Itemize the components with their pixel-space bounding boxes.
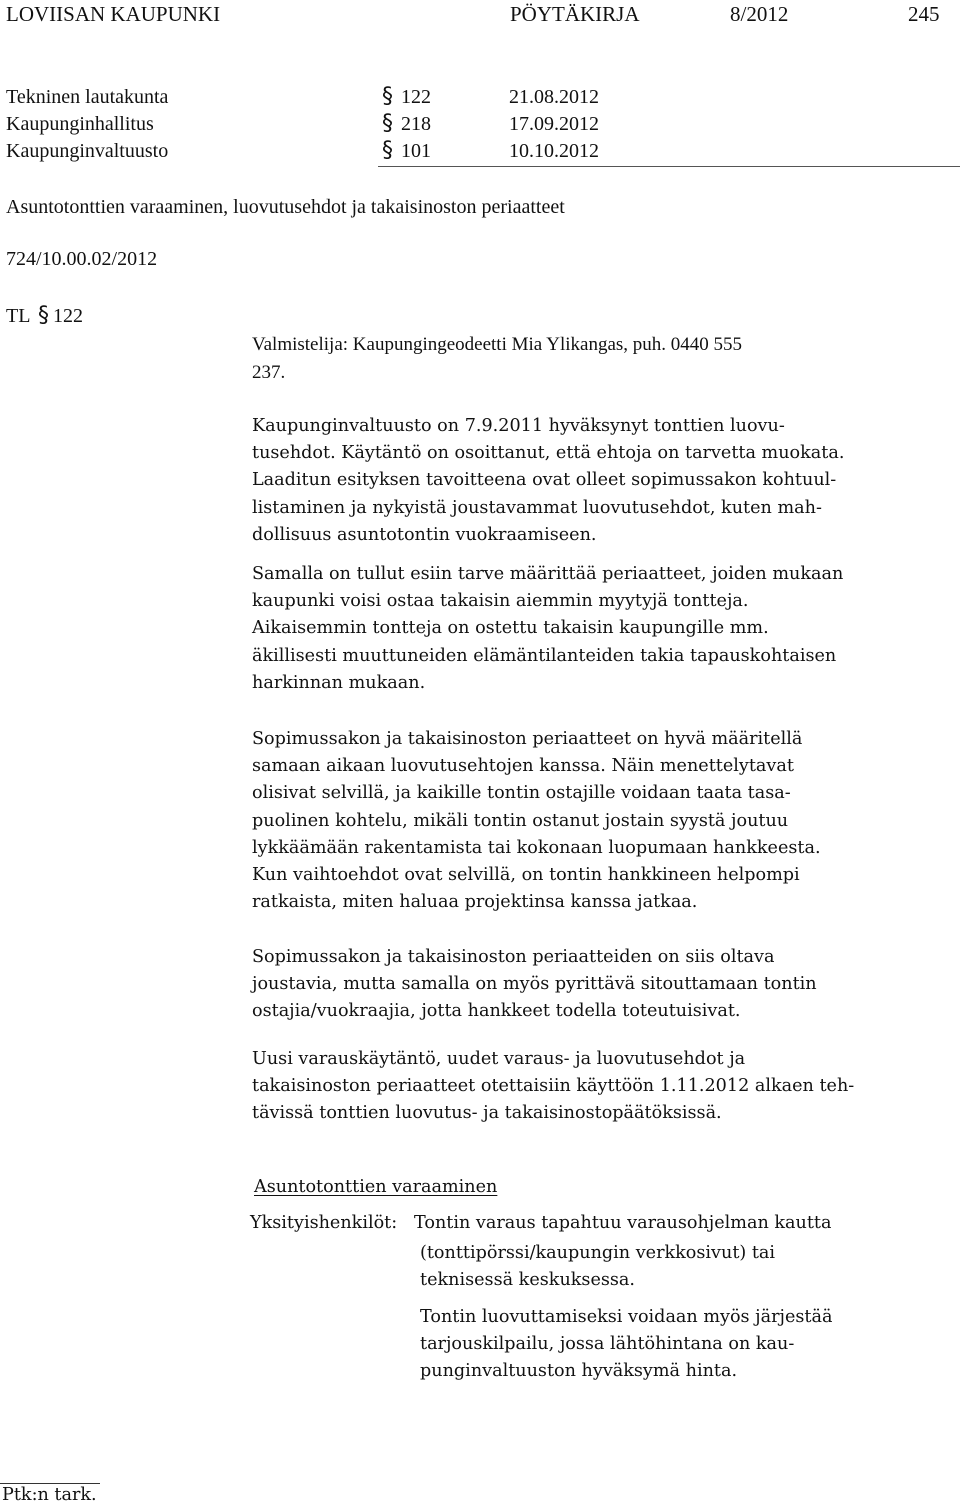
- individuals-label: Yksityishenkilöt:: [250, 1213, 398, 1233]
- header-city: LOVIISAN KAUPUNKI: [6, 2, 221, 26]
- document-title: Asuntotonttien varaaminen, luovutusehdot ja takaisinoston periaatteet: [6, 196, 565, 218]
- text-line: harkinnan mukaan.: [252, 672, 426, 693]
- text-line: joustavia, mutta samalla on myös pyrittävä sitouttamaan tontin: [252, 974, 817, 995]
- individuals-paragraph: [420, 1304, 920, 1386]
- meeting-body: Tekninen lautakunta: [6, 86, 169, 108]
- text-line: tarjouskilpailu, jossa lähtöhintana on kau-: [420, 1334, 795, 1355]
- header-doc-type: PÖYTÄKIRJA: [510, 2, 640, 26]
- paragraph: [252, 413, 872, 549]
- preparer-line: 237.: [252, 362, 286, 383]
- meeting-date: 21.08.2012: [509, 86, 599, 108]
- text-line: Tontin luovuttamiseksi voidaan myös järjestää: [420, 1307, 833, 1327]
- text-line: kaupunki voisi ostaa takaisin aiemmin myytyjä tontteja.: [252, 591, 749, 612]
- preparer-line: Valmistelija: Kaupungingeodeetti Mia Ylikangas, puh. 0440 555: [252, 334, 743, 355]
- paragraph: [252, 944, 872, 1026]
- text-line: tävissä tonttien luovutus- ja takaisinostopäätöksissä.: [252, 1103, 722, 1124]
- text-line: puolinen kohtelu, mikäli tontin ostanut jostain syystä joutuu: [252, 810, 789, 831]
- text-line: äkillisesti muuttuneiden elämäntilanteiden takia tapauskohtaisen: [252, 645, 837, 666]
- tl-prefix: TL: [6, 305, 31, 327]
- text-line: Aikaisemmin tontteja on ostettu takaisin kaupungille mm.: [252, 618, 769, 639]
- text-line: Samalla on tullut esiin tarve määrittää periaatteet, joiden mukaan: [252, 564, 844, 584]
- meeting-section: 122: [401, 86, 431, 108]
- text-line: Kun vaihtoehdot ovat selvillä, on tontin hankkineen helpompi: [252, 865, 800, 886]
- text-line: punginvaltuuston hyväksymä hinta.: [420, 1361, 738, 1382]
- divider: [378, 166, 960, 167]
- individuals-paragraph: [420, 1240, 920, 1294]
- text-line: listaminen ja nykyistä joustavammat luovutusehdot, kuten mah-: [252, 497, 822, 518]
- header-issue: 8/2012: [730, 2, 789, 26]
- meeting-section: 218: [401, 113, 431, 135]
- text-line: Laaditun esityksen tavoitteena ovat olleet sopimussakon kohtuul-: [252, 470, 837, 491]
- text-line: (tonttipörssi/kaupungin verkkosivut) tai: [420, 1243, 776, 1263]
- meeting-section: 101: [401, 140, 431, 162]
- preparer-info: [252, 331, 872, 387]
- text-line: tusehdot. Käytäntö on osoittanut, että ehtoja on tarvetta muokata.: [252, 443, 845, 464]
- text-line: Sopimussakon ja takaisinoston periaatteet on hyvä määritellä: [252, 729, 803, 749]
- text-line: Sopimussakon ja takaisinoston periaatteiden on siis oltava: [252, 947, 775, 967]
- section-symbol-icon: §: [382, 111, 393, 136]
- header-page-number: 245: [908, 2, 940, 26]
- text-line: samaan aikaan luovutusehtojen kanssa. Näin menettelytavat: [252, 756, 794, 777]
- text-line: olisivat selvillä, ja kaikille tontin ostajille voidaan taata tasa-: [252, 783, 791, 804]
- footer-note: Ptk:n tark.: [2, 1485, 97, 1505]
- footer-divider: [0, 1483, 100, 1484]
- text-line: dollisuus asuntotontin vuokraamiseen.: [252, 524, 597, 545]
- meeting-date: 10.10.2012: [509, 140, 599, 162]
- text-line: Kaupunginvaltuusto on 7.9.2011 hyväksynyt tonttien luovu-: [252, 416, 785, 436]
- subheading: Asuntotonttien varaaminen: [254, 1177, 498, 1197]
- paragraph: [252, 1046, 872, 1128]
- text-line: lykkäämään rakentamista tai kokonaan luopumaan hankkeesta.: [252, 837, 821, 858]
- meeting-body: Kaupunginhallitus: [6, 113, 154, 135]
- section-symbol-icon: §: [382, 138, 393, 163]
- paragraph: [252, 726, 872, 916]
- file-number: 724/10.00.02/2012: [6, 248, 158, 270]
- meeting-body: Kaupunginvaltuusto: [6, 140, 169, 162]
- section-symbol-icon: §: [38, 303, 49, 328]
- text-line: ostajia/vuokraajia, jotta hankkeet todella toteutuisivat.: [252, 1001, 741, 1022]
- individuals-line: Tontin varaus tapahtuu varausohjelman kautta: [414, 1213, 832, 1233]
- meeting-date: 17.09.2012: [509, 113, 599, 135]
- text-line: takaisinoston periaatteet otettaisiin käyttöön 1.11.2012 alkaen teh-: [252, 1076, 855, 1097]
- tl-number: 122: [53, 305, 83, 327]
- section-symbol-icon: §: [382, 84, 393, 109]
- text-line: ratkaista, miten haluaa projektinsa kanssa jatkaa.: [252, 892, 698, 913]
- paragraph: [252, 561, 872, 697]
- text-line: Uusi varauskäytäntö, uudet varaus- ja luovutusehdot ja: [252, 1049, 746, 1069]
- text-line: teknisessä keskuksessa.: [420, 1270, 636, 1291]
